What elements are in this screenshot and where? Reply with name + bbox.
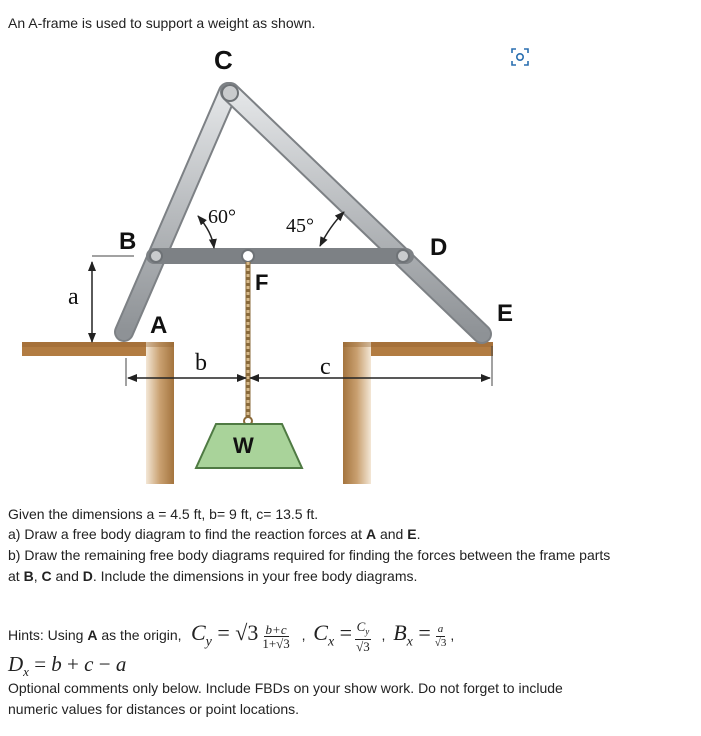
label-e: E [497,300,514,327]
label-f: F [255,270,269,295]
formula-cy: $C_y = √3$ [185,620,259,650]
angle-45-arc [320,212,344,246]
formula-cx: $C_x$ = [313,620,353,650]
pin-f [242,250,254,262]
label-dim-c: c [320,354,331,380]
right-ground [343,342,493,484]
label-w: W [233,433,254,458]
pin-c [222,85,238,101]
label-a-point: A [150,312,168,339]
part-b-line2: at B, C and D. Include the dimensions in your free body diagrams. [8,568,418,584]
part-a: a) Draw a free body diagram to find the reaction forces at A and E. [8,526,421,542]
label-dim-a: a [68,284,79,310]
label-d: D [430,234,448,261]
label-angle-45: 45° [286,215,314,237]
given-dimensions: Given the dimensions a = 4.5 ft, b= 9 ft, c= 13.5 ft. [8,506,319,522]
hints-line: Hints: Using A as the origin, $C_y = √3$ $\frac{b+c}{1+√3}$ , $C_x$ = $\frac{C_y}{√3}$ , $B_x$ = $\frac{a}{√3}$ , [8,619,455,654]
label-b: B [119,228,137,255]
comments-line2: numeric values for distances or point locations. [8,701,300,717]
comments-line1: Optional comments only below. Include FBDs on your show work. Do not forget to include [8,680,563,696]
label-dim-b: b [195,350,207,376]
left-ground [22,342,174,484]
label-angle-60: 60° [208,206,236,228]
formula-bx: $B_x$ = [393,620,431,650]
formula-dx: $D_x = b + c - a$ [8,652,127,680]
part-b-line1: b) Draw the remaining free body diagrams required for finding the forces between the frame parts [8,547,611,563]
label-c: C [214,45,233,75]
pin-d [397,250,409,262]
scan-icon[interactable] [509,46,531,68]
pin-b [150,250,162,262]
right-member-ce [230,92,482,334]
problem-intro: An A-frame is used to support a weight as shown. [8,15,316,31]
